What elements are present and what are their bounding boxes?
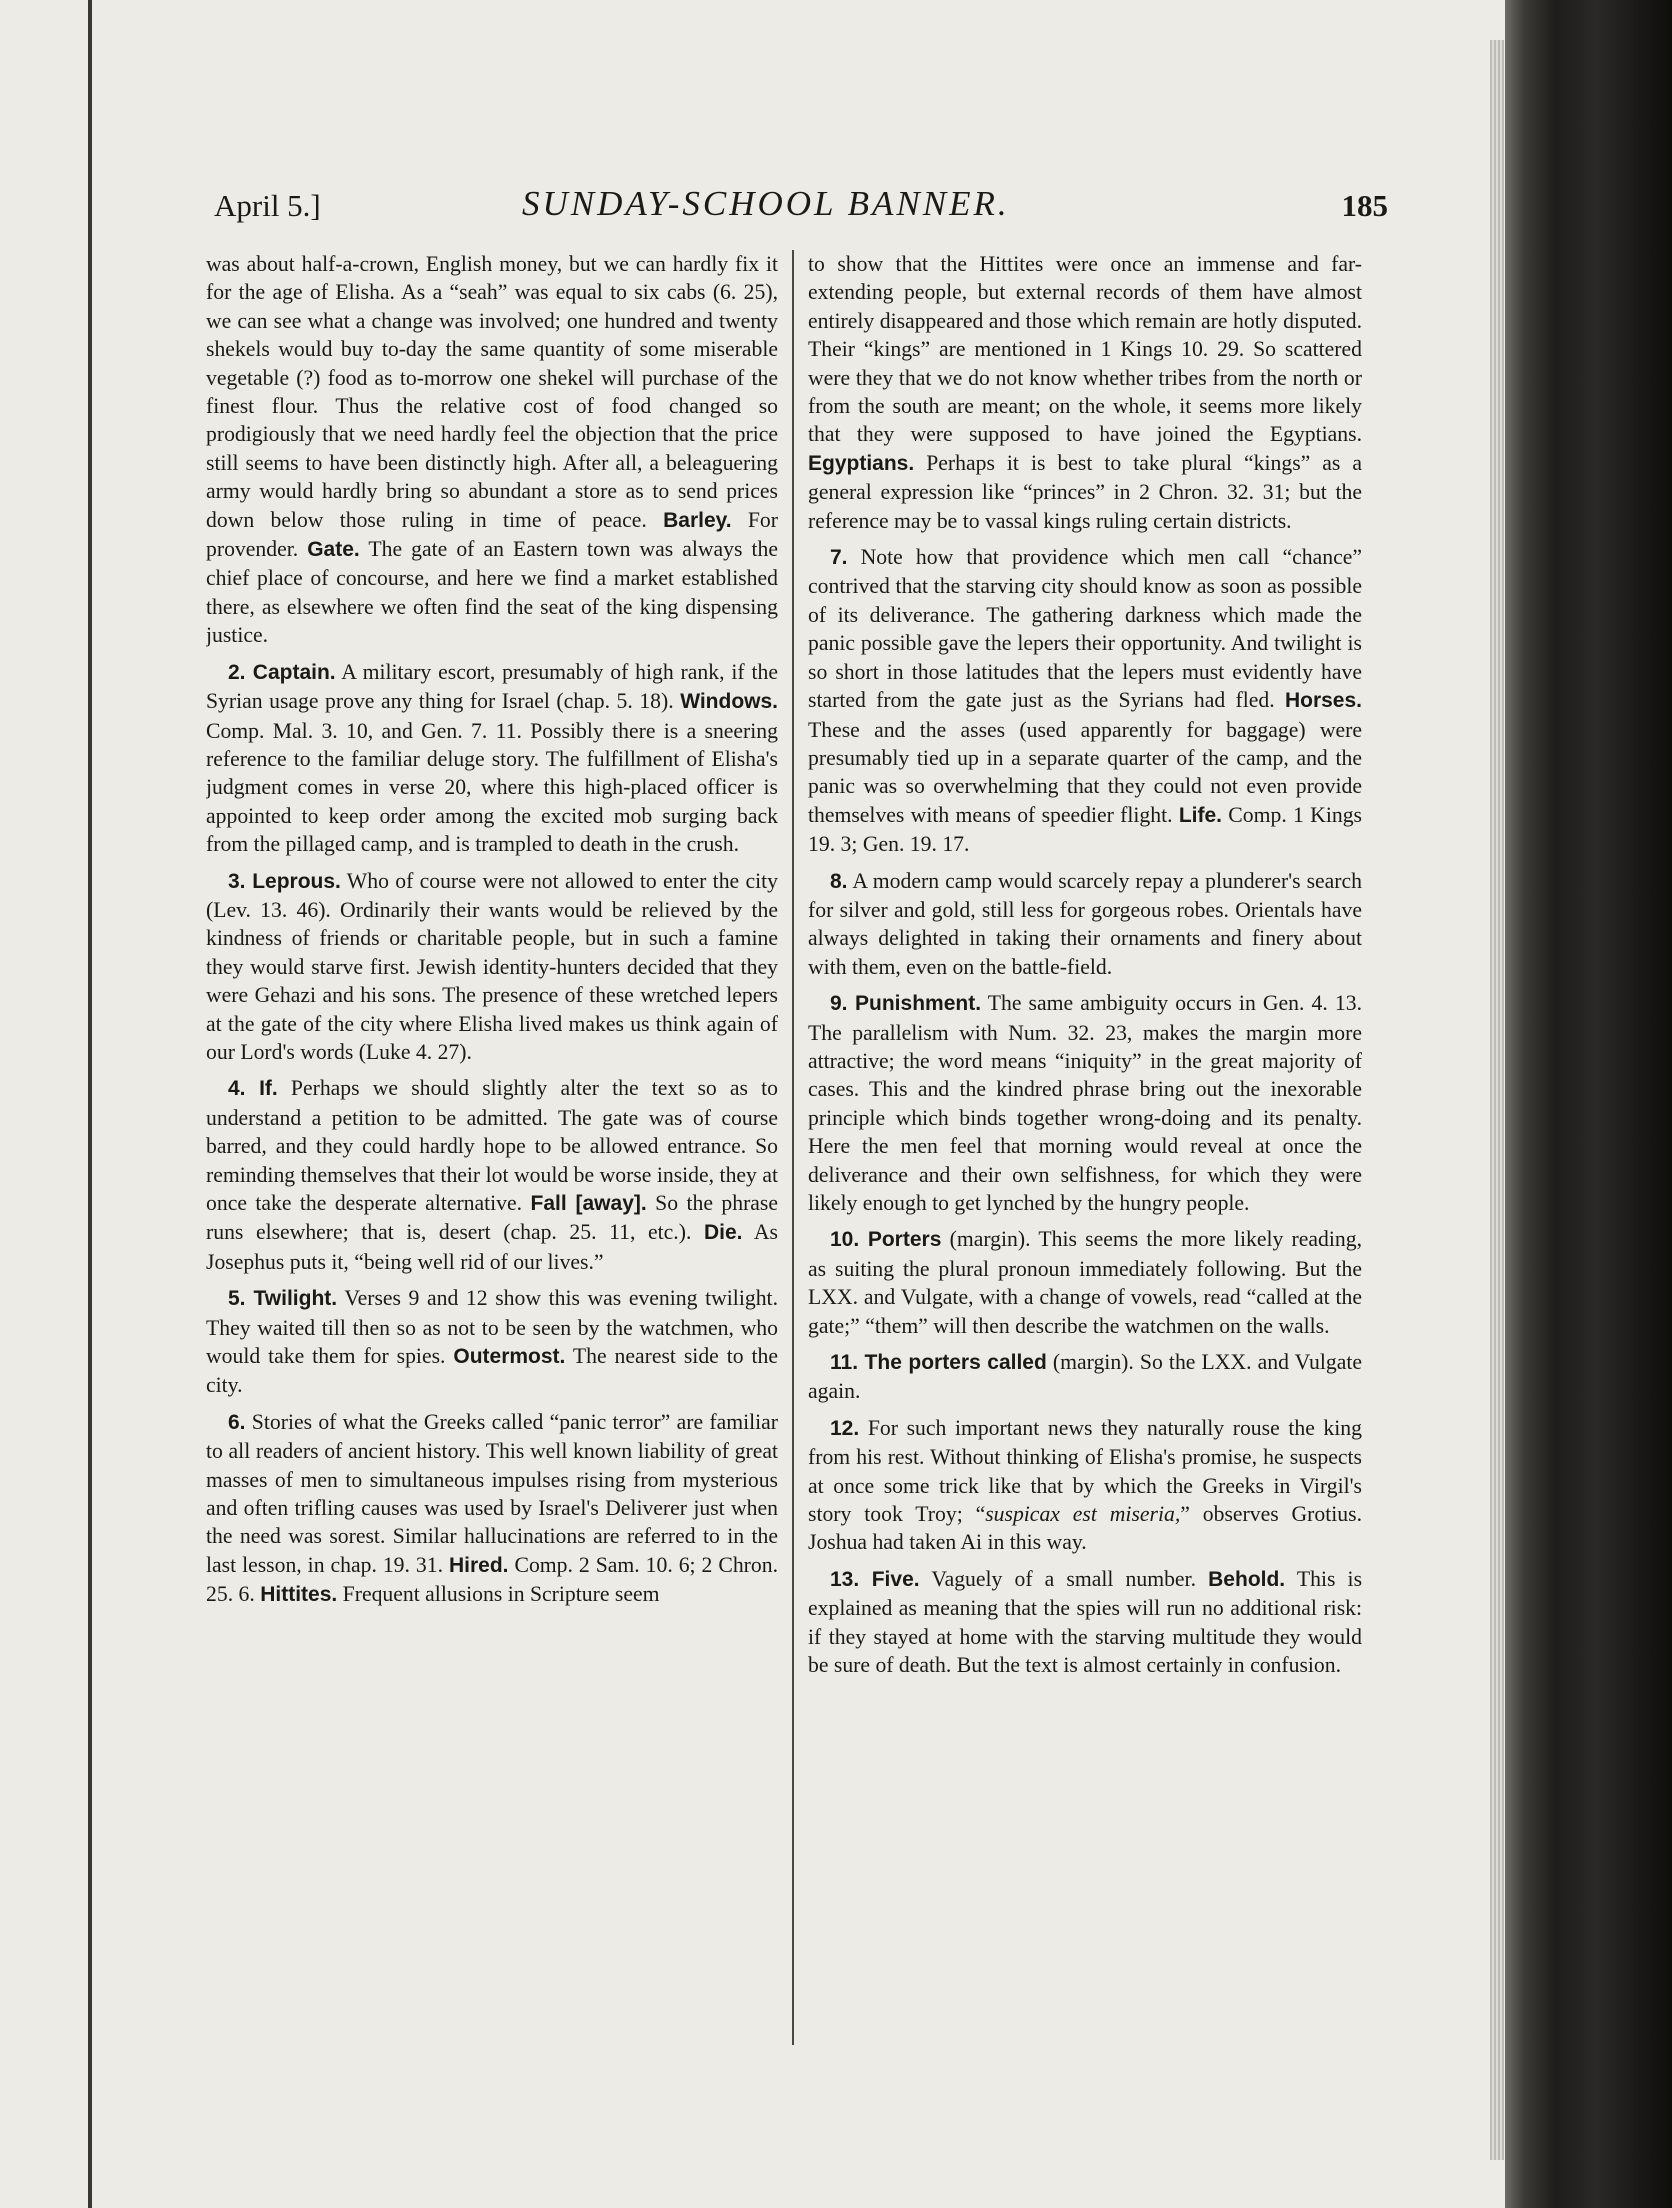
paragraph-text: So the phrase runs elsewhere; that is, desert (chap. 25. 11, etc.). [206,1191,778,1245]
paragraph [808,989,1362,1217]
paragraph-text: to show that the Hittites were once an immense and far-extending people, but external records of them have almost entirely disappeared and those which remain are hotly disputed. Their “kings” are mentioned in 1 Kings 10. 29. So scattered were they that we do not know whether tribes from the north or from the south are meant; on the whole, it seems more likely that they were supposed to have joined the Egyptians. [808,252,1362,447]
paragraph-heading: 3. Leprous. [228,869,341,893]
paragraph-text: Perhaps it is best to take plural “kings” as a general expression like “princes” in 2 Chron. 32. 31; but the reference may be to vassal kings ruling certain districts. [808,450,1362,533]
paragraph-text: Comp. Mal. 3. 10, and Gen. 7. 11. Possibly there is a sneering reference to the familiar deluge story. The fulfillment of Elisha's judgment comes in verse 20, where this high-placed officer is appointed to keep order among the excited mob surging back from the pillaged camp, and is trampled to death in the crush. [206,718,778,857]
paragraph-heading: Life. [1178,803,1222,827]
paragraph-text: For such important news they naturally rouse the king from his rest. Without thinking of Elisha's promise, he suspects at once some trick like that by which the Greeks in Virgil's story took Troy; “ [808,1415,1362,1527]
paragraph-heading: 5. Twilight. [228,1287,338,1311]
header-title: SUNDAY-SCHOOL BANNER. [522,184,1010,223]
paragraph [808,1225,1362,1340]
paragraph-text: The same ambiguity occurs in Gen. 4. 13. The parallelism with Num. 32. 23, makes the margin more attractive; the word means “iniquity” in the great majority of cases. This and the kindred phrase bring out the inexorable principle which binds together wrong-doing and its penalty. Here the men feel that morning would reveal at once the deliverance and their own selfishness, for which they were likely enough to get lynched by the hungry people. [808,991,1362,1215]
paragraph-text: These and the asses (used apparently for baggage) were presumably tied up in a separate quarter of the camp, and the panic was so overwhelming that they could not even provide themselves with means of speedier flight. [808,717,1362,827]
header-date: April 5.] [214,188,321,223]
paragraph-heading: 9. Punishment. [830,992,982,1016]
paragraph-text: The gate of an Eastern town was always the chief place of concourse, and here we find a market established there, as elsewhere we often find the seat of the king dispensing justice. [206,537,778,648]
paragraph [808,250,1362,535]
paragraph-text: (margin). This seems the more likely reading, as suiting the plural pronoun immediately following. But the LXX. and Vulgate, with a change of vowels, read “called at the gate;” “them” will then describe the watchmen on the walls. [808,1227,1362,1338]
paragraph-text: Vaguely of a small number. [919,1566,1209,1591]
paragraph-text: A military escort, presumably of high rank, if the Syrian usage prove any thing for Israel (chap. 5. 18). [206,659,778,714]
paragraph-text: Who of course were not allowed to enter the city (Lev. 13. 46). Ordinarily their wants would be relieved by the kindness of friends or charitable people, but in such a famine they would starve first. Jewish identity-hunters decided that they were Gehazi and his sons. The presence of these wretched lepers at the gate of the city where Elisha lived makes us think again of our Lord's words (Luke 4. 27). [206,868,778,1064]
paragraph [808,1414,1362,1557]
paragraph [808,867,1362,982]
paragraph-heading: 4. If. [228,1077,278,1101]
paragraph-heading: Die. [703,1221,743,1245]
paragraph-text: The nearest side to the city. [206,1344,778,1398]
paragraph-heading: 10. Porters [830,1228,942,1252]
paragraph-heading: 7. [830,546,848,570]
paragraph [206,250,778,650]
paragraph-heading: Barley. [663,508,732,532]
paragraph-text: A modern camp would scarcely repay a plunderer's search for silver and gold, still less for gorgeous robes. Orientals have always delighted in taking their ornaments and finery about with them, even on the battle-field. [808,868,1362,979]
paragraph-text: As Josephus puts it, “being well rid of our lives.” [206,1220,778,1274]
page-gutter-line [88,0,92,2208]
paragraph [206,1074,778,1276]
paragraph-text: Comp. 1 Kings 19. 3; Gen. 19. 17. [808,802,1362,857]
paragraph [808,1348,1362,1406]
paragraph-heading: 12. [830,1416,860,1440]
paragraph-heading: Egyptians. [808,451,915,475]
paragraph-heading: Gate. [307,538,360,562]
paragraph [808,543,1362,858]
italic-phrase: suspicax est miseria, [985,1502,1181,1527]
right-column [808,250,1362,2050]
paragraph-text: ” observes Grotius. Joshua had taken Ai in this way. [808,1502,1362,1555]
paragraph [206,867,778,1067]
paragraph-heading: 11. The porters called [830,1351,1047,1375]
paragraph-text: (margin). So the LXX. and Vulgate again. [808,1350,1362,1404]
paragraph-heading: Hittites. [260,1583,338,1607]
paragraph-heading: 6. [228,1410,246,1434]
paragraph [206,658,778,859]
paragraph [206,1408,778,1610]
paragraph-heading: Outermost. [453,1345,566,1369]
left-column [206,250,778,2050]
paragraph [808,1565,1362,1680]
book-spine [1505,0,1672,2208]
page-edge-lines [1490,40,1504,2160]
paragraph-heading: Horses. [1284,689,1362,713]
paragraph-heading: Hired. [449,1553,509,1577]
running-header [210,180,1390,230]
column-divider [792,250,794,2045]
paragraph-heading: 8. [830,869,848,893]
page-number: 185 [1341,188,1388,223]
paragraph-heading: 13. Five. [830,1567,920,1591]
paragraph-heading: Fall [away]. [530,1192,647,1215]
paragraph-text: Comp. 2 Sam. 10. 6; 2 Chron. 25. 6. [206,1552,778,1607]
paragraph-text: Note how that providence which men call “chance” contrived that the starving city should know as soon as possible of its deliverance. The gathering darkness which made the panic possible gave the lepers their opportunity. And twilight is so short in those latitudes that the lepers must evidently have started from the gate just as the Syrians had fled. [808,545,1362,713]
paragraph-heading: Behold. [1208,1567,1286,1591]
paragraph-text: Frequent allusions in Scripture seem [337,1582,660,1607]
paragraph [206,1284,778,1400]
paragraph-text: was about half-a-crown, English money, but we can hardly fix it for the age of Elisha. As a “seah” was equal to six cabs (6. 25), we can see what a change was involved; one hundred and twenty shekels would buy to-day the same quantity of some miserable vegetable (?) food as to-morrow one shekel will purchase of the finest flour. Thus the relative cost of food changed so prodigiously that we need hardly feel the objection that the price still seems to have been distinctly high. After all, a beleaguering army would hardly bring so abundant a store as to send prices down below those ruling in time of peace. [206,252,778,532]
paragraph-heading: Windows. [680,690,778,714]
paragraph-text: Verses 9 and 12 show this was evening twilight. They waited till then so as not to be seen by the watchmen, who would take them for spies. [206,1286,778,1369]
paragraph-text: Stories of what the Greeks called “panic terror” are familiar to all readers of ancient history. This well known liability of great masses of men to simultaneous impulses rising from mysterious and often trifling causes was used by Israel's Deliverer just when the need was sorest. Similar hallucinations are referred to in the last lesson, in chap. 19. 31. [206,1409,778,1577]
paragraph-heading: 2. Captain. [228,660,336,684]
paragraph-text: For provender. [206,507,778,562]
paragraph-text: This is explained as meaning that the spies will run no additional risk: if they stayed at home with the starving multitude they would be sure of death. But the text is almost certainly in confusion. [808,1566,1362,1678]
paragraph-text: Perhaps we should slightly alter the text so as to understand a petition to be admitted. The gate was of course barred, and they could hardly hope to be allowed entrance. So reminding themselves that their lot would be worse inside, they at once take the desperate alternative. [206,1076,778,1215]
